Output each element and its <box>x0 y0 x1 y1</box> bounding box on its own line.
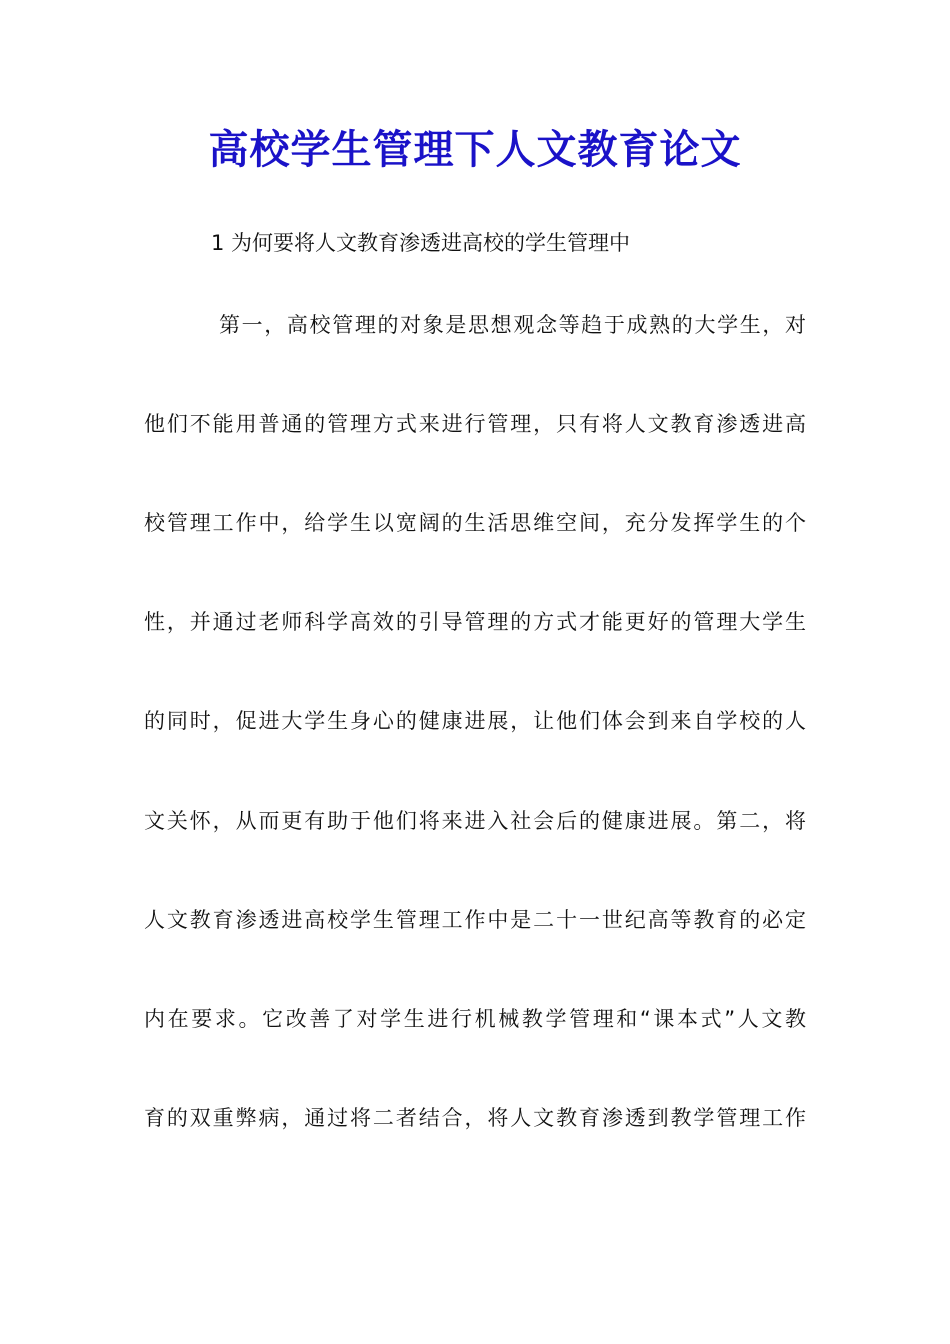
paragraph-line: 第一，高校管理的对象是思想观念等趋于成熟的大学生，对 <box>219 313 806 337</box>
section-heading: 1 为何要将人文教育渗透进高校的学生管理中 <box>211 231 631 255</box>
paragraph-line: 人文教育渗透进高校学生管理工作中是二十一世纪高等教育的必定 <box>144 908 806 932</box>
paragraph-line: 文关怀，从而更有助于他们将来进入社会后的健康进展。第二，将 <box>144 809 806 833</box>
document-title: 高校学生管理下人文教育论文 <box>208 126 742 173</box>
paragraph-line: 育的双重弊病，通过将二者结合，将人文教育渗透到教学管理工作 <box>144 1106 806 1130</box>
paragraph-line: 他们不能用普通的管理方式来进行管理，只有将人文教育渗透进高 <box>144 412 806 436</box>
paragraph-line: 内在要求。它改善了对学生进行机械教学管理和“课本式”人文教 <box>144 1007 806 1031</box>
paragraph-line: 校管理工作中，给学生以宽阔的生活思维空间，充分发挥学生的个 <box>144 511 806 535</box>
paragraph-line: 性，并通过老师科学高效的引导管理的方式才能更好的管理大学生 <box>144 610 806 634</box>
paragraph-line: 的同时，促进大学生身心的健康进展，让他们体会到来自学校的人 <box>144 709 806 733</box>
